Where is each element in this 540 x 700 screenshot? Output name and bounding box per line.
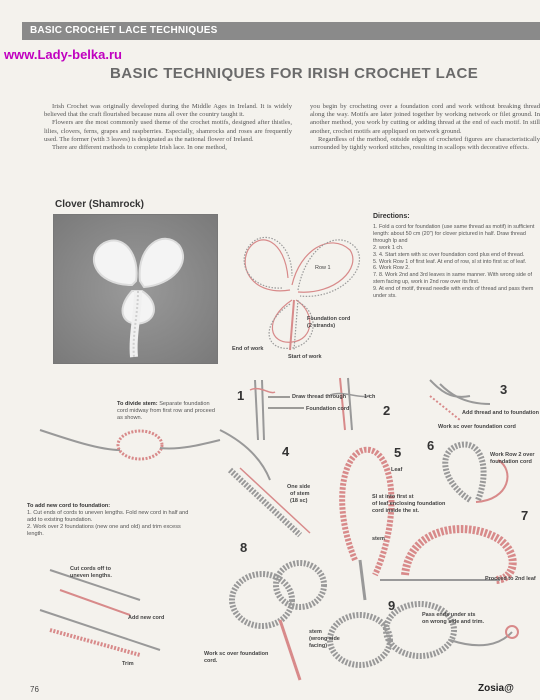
label-add-new-cord: Add new cord [128,615,165,621]
label-draw-thread: Draw thread through [292,394,347,400]
add-cord-line1: 1. Cut ends of cords to uneven lengths. Fold new cord in half and add to existing foundation. [27,510,189,523]
divide-stem-block [117,401,219,422]
label-row1: Row 1 [315,265,331,271]
clover-stitch-chart [244,237,359,350]
label-stem-wrong: stem [309,629,322,635]
label-stem-wrong: facing) [309,643,328,649]
step8-illustration [232,563,324,680]
direction-item: 9. At end of motif, thread needle with ends of thread and pass them under sts. [373,286,534,300]
label-two-strands: (2 strands) [307,323,336,329]
label-work-row2: Work Row 2 over [490,452,535,458]
intro-paragraph: you begin by crocheting over a foundation cord and work without breaking thread along the way. Motifs are later joined together by working network or filet ground. In another method, you work by cutting or adding thread at the end of each motif. In still another, crochet motifs are appliqued on network ground. [310,103,540,135]
intro-paragraph: There are different methods to complete Irish lace. In one method, [52,144,227,152]
direction-item: 3. 4. Start stem with sc over foundation cord plus end of thread. [373,251,525,258]
label-work-sc: Work sc over foundation cord [438,424,516,430]
divide-stem-text: Separate foundation cord midway from first row and proceed as shown. [117,401,215,421]
label-add-thread: Add thread and to foundation [462,410,539,416]
label-one-side: One side [287,484,311,490]
header-band-label: BASIC CROCHET LACE TECHNIQUES [30,25,218,36]
label-one-ch: 1-ch [364,394,376,400]
label-stem-wrong: (wrong side [309,636,340,642]
step-number: 4 [282,444,290,459]
label-foundation-cord: Foundation cord [307,316,351,322]
label-leaf: Leaf [391,467,403,473]
label-pass-ends: on wrong side and trim. [422,619,485,625]
add-cord-line2: 2. Work over 2 foundations (new one and old) and trim excess length. [27,524,181,537]
step2-illustration [330,378,370,430]
directions-list [373,224,539,300]
step-number: 8 [240,540,248,555]
clover-heading: Clover (Shamrock) [55,199,144,210]
label-end-of-work: End of work [232,346,264,352]
step5-illustration [342,450,391,600]
direction-item: 7. 8. Work 2nd and 3rd leaves in same manner. With wrong side of stem facing up, work in 2nd row over its first. [373,272,533,286]
label-pass-ends: Pass ends under sts [422,612,476,618]
label-work-row2: foundation cord [490,459,532,465]
step-number: 3 [500,382,508,397]
step-number: 7 [521,508,529,523]
label-start-of-work: Start of work [288,354,322,360]
website-watermark[interactable]: www.Lady-belka.ru [4,47,122,62]
add-cord-block [27,503,197,538]
label-of-stem: of stem [290,491,310,497]
label-cut-cords: Cut cords off to [70,566,111,572]
step-number: 1 [237,388,245,403]
step-number: 2 [383,403,391,418]
step7-illustration [380,529,513,580]
direction-item: 5. Work Row 1 of first leaf. At end of row, sl st into first sc of leaf. [373,258,527,265]
step1-illustration [250,380,304,440]
label-proceed: Proceed to 2nd leaf [485,576,536,582]
step-number: 6 [427,438,435,453]
label-stem-step5: stem [372,536,385,542]
direction-item: 6. Work Row 2. [373,265,410,272]
watermark: Zosia@ [478,683,514,694]
add-cord-heading: To add new cord to foundation: [27,503,111,509]
label-sl-st: of leaf enclosing foundation [372,501,446,507]
direction-item: 2. work 1 ch. [373,244,404,251]
page-number: 76 [30,685,39,694]
add-cord-illustration [40,570,160,655]
direction-item: 1. Fold a cord for foundation (use same thread as motif) in sufficient length: about 50 cm (20") for clover pictured in half. Draw thread through lp and [373,224,535,244]
intro-paragraph: Irish Crochet was originally developed during the Middle Ages in Ireland. It is widely believed that the craft flourished because nuns all over the country taught it. [44,103,292,119]
label-sl-st: cord inside the st. [372,508,420,514]
page-title: BASIC TECHNIQUES FOR IRISH CROCHET LACE [110,65,479,82]
label-foundation-cord-step1: Foundation cord [306,406,350,412]
step-number: 9 [388,598,396,613]
divide-stem-illustration [40,430,270,480]
label-work-sc-over: Work sc over foundation [204,651,269,657]
divide-stem-heading: To divide stem: [117,401,158,407]
directions-title: Directions: [373,213,410,220]
label-cut-cords: uneven lengths. [70,573,112,579]
step-number: 5 [394,445,402,460]
intro-paragraph: Regardless of the method, outside edges of crocheted figures are characteristically surrounded by tightly worked stitches, resulting in scallops with decorative effects. [310,135,540,152]
label-cord: cord. [204,658,218,664]
label-sl-st: Sl st into first st [372,494,414,500]
intro-paragraph: Flowers are the most commonly used theme of the crochet motifs, designed after thistles, lilies, clovers, ferns, grapes and raspberries. Especially, shamrocks and roses are frequently used. The former (with 3 leaves) is designated as the national flower of Ireland. [44,119,292,143]
label-trim: Trim [122,661,134,667]
label-18sc: (18 sc) [290,498,308,504]
